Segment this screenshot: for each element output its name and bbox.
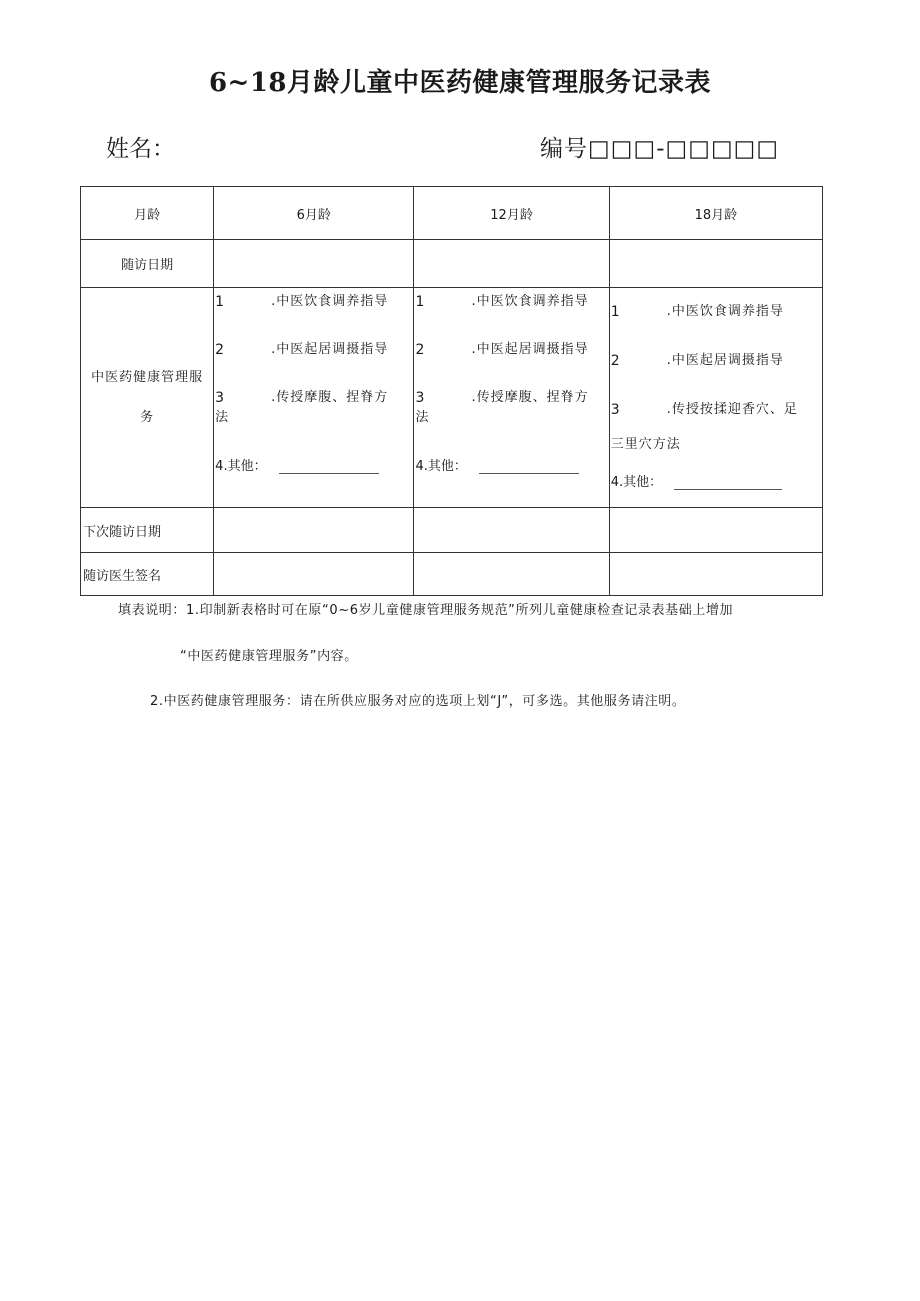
visit-date-label: 随访日期 [81, 240, 214, 288]
record-table [80, 186, 823, 596]
visit-date-18-cell[interactable] [609, 240, 822, 288]
doctor-sign-12-cell[interactable] [414, 553, 609, 596]
service-row [81, 288, 823, 508]
other-blank-line[interactable] [279, 460, 379, 474]
notes-line-3: 2.中医药健康管理服务：请在所供应服务对应的选项上划“J”，可多选。其他服务请注明。 [150, 694, 686, 709]
doctor-sign-label: 随访医生签名 [81, 553, 214, 596]
header-6-months: 6月龄 [214, 187, 414, 240]
visit-date-12-cell[interactable] [414, 240, 609, 288]
service-option-diet[interactable]: 1 .中医饮食调养指导 [215, 294, 389, 310]
service-other-12[interactable]: 4.其他： [414, 455, 608, 474]
next-visit-12-cell[interactable] [414, 508, 609, 553]
notes-line-1: 填表说明：1.印制新表格时可在原“0~6岁儿童健康管理服务规范”所列儿童健康检查记录表基础上增加 [118, 603, 734, 618]
service-option-diet[interactable]: 1 .中医饮食调养指导 [610, 304, 784, 320]
next-visit-label: 下次随访日期 [81, 508, 214, 553]
header-age-label: 月龄 [81, 187, 214, 240]
doctor-sign-row [81, 553, 823, 596]
service-other-6[interactable]: 4.其他： [214, 455, 413, 474]
service-option-daily-life[interactable]: 2 .中医起居调摄指导 [215, 342, 389, 358]
service-option-acupoint[interactable]: 3 .传授按揉迎香穴、足 [610, 402, 798, 418]
header-18-months: 18月龄 [609, 187, 822, 240]
visit-date-row [81, 240, 823, 288]
service-label: 中医药健康管理服务 [91, 369, 204, 425]
header-12-months: 12月龄 [414, 187, 609, 240]
service-other-18[interactable]: 4.其他： [610, 471, 822, 490]
notes-line-2: “中医药健康管理服务”内容。 [180, 649, 358, 664]
service-12-cell[interactable] [414, 288, 609, 508]
service-option-acupoint-cont: 三里穴方法 [610, 437, 681, 452]
doctor-sign-6-cell[interactable] [214, 553, 414, 596]
doctor-sign-18-cell[interactable] [609, 553, 822, 596]
page-title: 6~18月龄儿童中医药健康管理服务记录表 [208, 68, 712, 98]
next-visit-6-cell[interactable] [214, 508, 414, 553]
visit-date-6-cell[interactable] [214, 240, 414, 288]
code-label: 编号□□□-□□□□□ [540, 136, 780, 162]
service-option-massage[interactable]: 3 .传授摩腹、捏脊方 [415, 390, 589, 406]
service-option-massage-cont: 法 [215, 410, 229, 425]
service-6-cell[interactable] [214, 288, 414, 508]
other-blank-line[interactable] [479, 460, 579, 474]
service-option-diet[interactable]: 1 .中医饮食调养指导 [415, 294, 589, 310]
next-visit-row [81, 508, 823, 553]
service-label-cell [81, 288, 214, 508]
service-option-daily-life[interactable]: 2 .中医起居调摄指导 [415, 342, 589, 358]
name-label: 姓名： [106, 136, 175, 162]
service-option-massage[interactable]: 3 .传授摩腹、捏脊方 [215, 390, 389, 406]
next-visit-18-cell[interactable] [609, 508, 822, 553]
header-row [81, 187, 823, 240]
service-option-daily-life[interactable]: 2 .中医起居调摄指导 [610, 353, 784, 369]
service-option-massage-cont: 法 [415, 410, 429, 425]
service-18-cell[interactable] [609, 288, 822, 508]
other-blank-line[interactable] [674, 476, 782, 490]
